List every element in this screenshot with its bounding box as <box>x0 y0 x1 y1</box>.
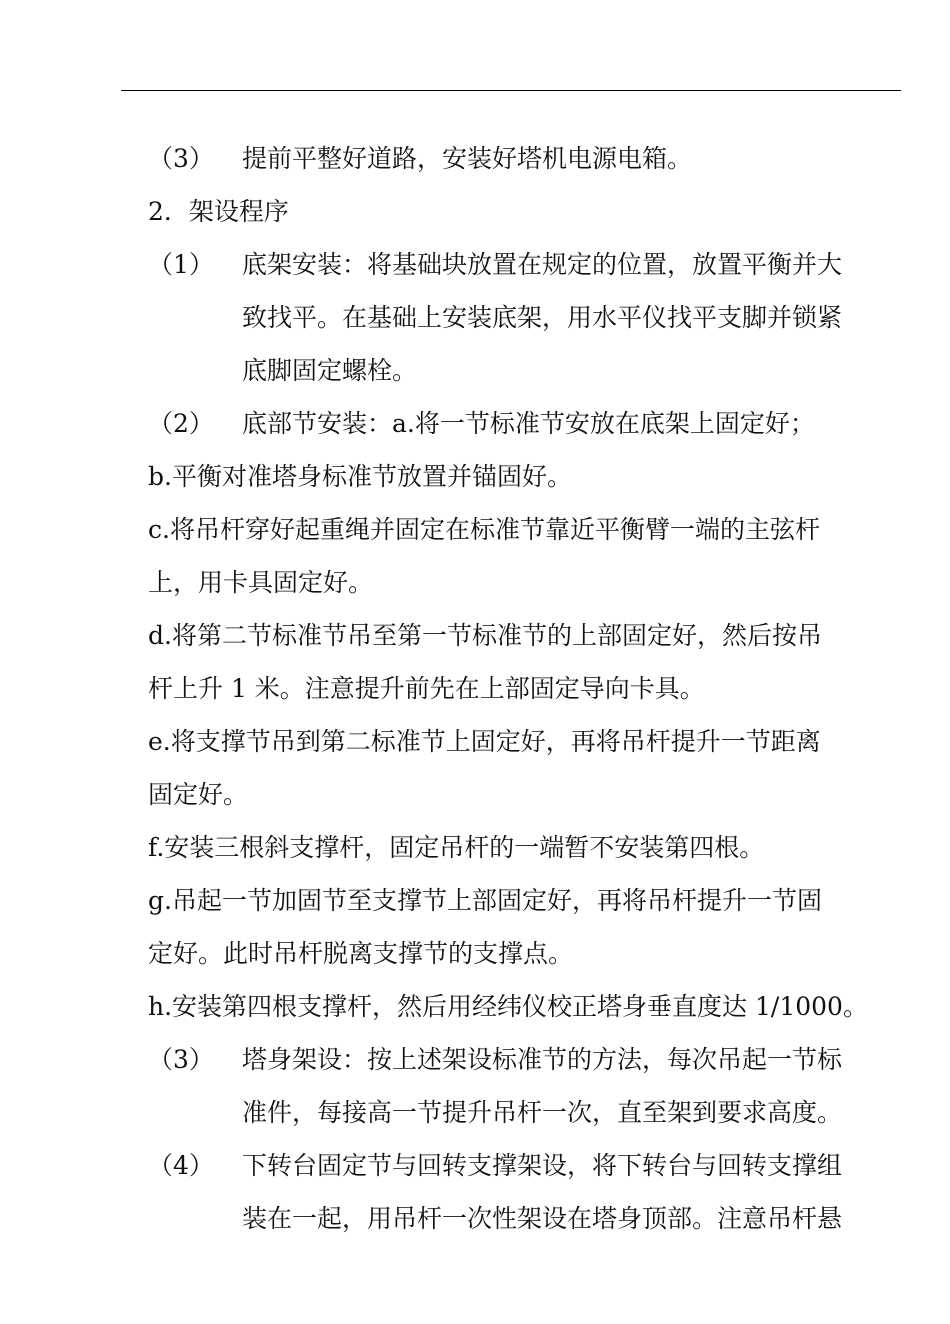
header-rule <box>121 90 901 91</box>
list-item <box>148 132 908 185</box>
item-text: 塔身架设：按上述架设标准节的方法，每次吊起一节标 <box>242 1045 843 1074</box>
item-text: 底架安装：将基础块放置在规定的位置，放置平衡并大 <box>242 250 843 279</box>
paragraph-line: d.将第二节标准节吊至第一节标准节的上部固定好，然后按吊 <box>148 621 822 650</box>
item-marker: （4） <box>148 1151 214 1180</box>
item-text: 提前平整好道路，安装好塔机电源电箱。 <box>242 144 693 173</box>
item-marker: （1） <box>148 250 214 279</box>
list-item <box>148 1033 908 1086</box>
paragraph-line: 上，用卡具固定好。 <box>148 568 374 597</box>
item-text: 下转台固定节与回转支撑架设，将下转台与回转支撑组 <box>242 1151 843 1180</box>
paragraph-line: 杆上升 1 米。注意提升前先在上部固定导向卡具。 <box>148 674 705 703</box>
continuation-line: 准件，每接高一节提升吊杆一次，直至架到要求高度。 <box>242 1098 843 1127</box>
paragraph-line: h.安装第四根支撑杆，然后用经纬仪校正塔身垂直度达 1/1000。 <box>148 992 868 1021</box>
paragraph-line: c.将吊杆穿好起重绳并固定在标准节靠近平衡臂一端的主弦杆 <box>148 515 820 544</box>
list-item <box>148 238 908 291</box>
paragraph-line: e.将支撑节吊到第二标准节上固定好，再将吊杆提升一节距离 <box>148 727 821 756</box>
list-item <box>148 397 908 450</box>
paragraph-line: f.安装三根斜支撑杆，固定吊杆的一端暂不安装第四根。 <box>148 833 765 862</box>
list-item <box>148 1139 908 1192</box>
item-marker: （3） <box>148 1045 214 1074</box>
continuation-line: 底脚固定螺栓。 <box>242 356 418 385</box>
item-marker: （3） <box>148 144 214 173</box>
item-marker: （2） <box>148 409 214 438</box>
section-heading: 2．架设程序 <box>148 197 289 226</box>
paragraph-line: b.平衡对准塔身标准节放置并锚固好。 <box>148 462 572 491</box>
paragraph-line: g.吊起一节加固节至支撑节上部固定好，再将吊杆提升一节固 <box>148 886 822 915</box>
item-text: 底部节安装：a.将一节标准节安放在底架上固定好； <box>242 409 815 438</box>
continuation-line: 致找平。在基础上安装底架，用水平仪找平支脚并锁紧 <box>242 303 843 332</box>
paragraph-line: 定好。此时吊杆脱离支撑节的支撑点。 <box>148 939 574 968</box>
paragraph-line: 固定好。 <box>148 780 249 809</box>
document-body <box>148 132 908 1245</box>
continuation-line: 装在一起，用吊杆一次性架设在塔身顶部。注意吊杆悬 <box>242 1204 843 1233</box>
